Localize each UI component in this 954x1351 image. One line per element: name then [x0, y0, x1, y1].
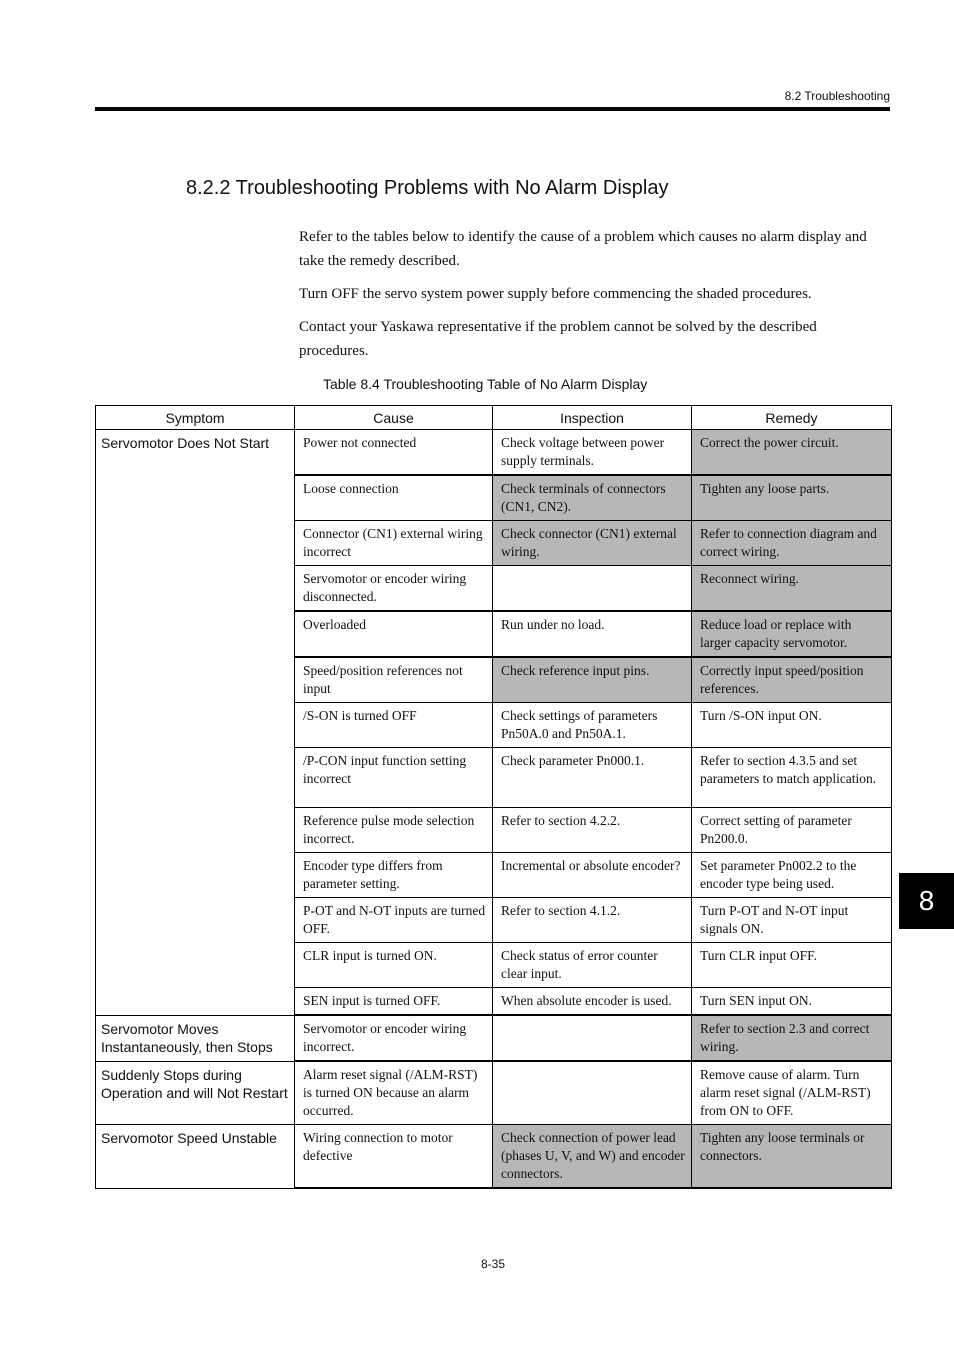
column-header-inspection: Inspection	[493, 406, 692, 430]
table-header-row	[96, 406, 892, 430]
inspection-cell: Run under no load.	[493, 611, 692, 657]
cause-cell: Wiring connection to motor defective	[295, 1125, 493, 1189]
column-header-remedy: Remedy	[692, 406, 892, 430]
running-header: 8.2 Troubleshooting	[784, 89, 890, 103]
intro-text	[299, 225, 889, 372]
inspection-cell: Refer to section 4.2.2.	[493, 808, 692, 853]
remedy-cell: Correctly input speed/position references.	[692, 657, 892, 703]
section-title: 8.2.2 Troubleshooting Problems with No Alarm Display	[186, 177, 669, 199]
table-row	[96, 1125, 892, 1189]
inspection-cell: When absolute encoder is used.	[493, 988, 692, 1016]
remedy-cell: Reduce load or replace with larger capacity servomotor.	[692, 611, 892, 657]
header-rule	[95, 107, 890, 111]
table-row	[96, 430, 892, 476]
inspection-cell: Check terminals of connectors (CN1, CN2).	[493, 475, 692, 521]
cause-cell: Overloaded	[295, 611, 493, 657]
remedy-cell: Refer to section 2.3 and correct wiring.	[692, 1015, 892, 1061]
inspection-cell: Check reference input pins.	[493, 657, 692, 703]
remedy-cell: Tighten any loose parts.	[692, 475, 892, 521]
remedy-cell: Refer to section 4.3.5 and set parameters to match application.	[692, 748, 892, 808]
inspection-cell: Check parameter Pn000.1.	[493, 748, 692, 808]
inspection-cell: Incremental or absolute encoder?	[493, 853, 692, 898]
inspection-cell: Refer to section 4.1.2.	[493, 898, 692, 943]
remedy-cell: Turn /S-ON input ON.	[692, 703, 892, 748]
cause-cell: Power not connected	[295, 430, 493, 476]
cause-cell: SEN input is turned OFF.	[295, 988, 493, 1016]
inspection-cell	[493, 1061, 692, 1125]
remedy-cell: Turn P-OT and N-OT input signals ON.	[692, 898, 892, 943]
remedy-cell: Turn SEN input ON.	[692, 988, 892, 1016]
symptom-cell: Servomotor Does Not Start	[96, 430, 295, 1016]
table-caption: Table 8.4 Troubleshooting Table of No Alarm Display	[323, 376, 648, 392]
table-row	[96, 1015, 892, 1061]
cause-cell: Speed/position references not input	[295, 657, 493, 703]
inspection-cell	[493, 1015, 692, 1061]
inspection-cell: Check status of error counter clear input.	[493, 943, 692, 988]
intro-paragraph-3: Contact your Yaskawa representative if the problem cannot be solved by the described procedures.	[299, 319, 817, 359]
remedy-cell: Turn CLR input OFF.	[692, 943, 892, 988]
troubleshooting-table	[95, 405, 892, 1189]
column-header-symptom: Symptom	[96, 406, 295, 430]
cause-cell: CLR input is turned ON.	[295, 943, 493, 988]
inspection-cell: Check settings of parameters Pn50A.0 and Pn50A.1.	[493, 703, 692, 748]
symptom-cell: Servomotor Moves Instantaneously, then Stops	[96, 1015, 295, 1061]
cause-cell: Servomotor or encoder wiring disconnected.	[295, 566, 493, 612]
remedy-cell: Reconnect wiring.	[692, 566, 892, 612]
symptom-cell: Servomotor Speed Unstable	[96, 1125, 295, 1189]
cause-cell: Connector (CN1) external wiring incorrect	[295, 521, 493, 566]
table-body	[96, 430, 892, 1189]
remedy-cell: Remove cause of alarm. Turn alarm reset signal (/ALM-RST) from ON to OFF.	[692, 1061, 892, 1125]
column-header-cause: Cause	[295, 406, 493, 430]
cause-cell: Reference pulse mode selection incorrect.	[295, 808, 493, 853]
remedy-cell: Refer to connection diagram and correct wiring.	[692, 521, 892, 566]
page-number: 8-35	[480, 1257, 506, 1271]
chapter-tab: 8	[899, 873, 954, 929]
cause-cell: /P-CON input function setting incorrect	[295, 748, 493, 808]
cause-cell: Servomotor or encoder wiring incorrect.	[295, 1015, 493, 1061]
cause-cell: Encoder type differs from parameter setting.	[295, 853, 493, 898]
intro-paragraph-1: Refer to the tables below to identify the cause of a problem which causes no alarm display and take the remedy described.	[299, 229, 867, 269]
inspection-cell: Check voltage between power supply terminals.	[493, 430, 692, 476]
inspection-cell	[493, 566, 692, 612]
symptom-cell: Suddenly Stops during Operation and will Not Restart	[96, 1061, 295, 1125]
table-row	[96, 1061, 892, 1125]
intro-paragraph-2: Turn OFF the servo system power supply before commencing the shaded procedures.	[299, 286, 812, 302]
cause-cell: Alarm reset signal (/ALM-RST) is turned ON because an alarm occurred.	[295, 1061, 493, 1125]
cause-cell: P-OT and N-OT inputs are turned OFF.	[295, 898, 493, 943]
inspection-cell: Check connection of power lead (phases U, V, and W) and encoder connectors.	[493, 1125, 692, 1189]
remedy-cell: Tighten any loose terminals or connectors.	[692, 1125, 892, 1189]
inspection-cell: Check connector (CN1) external wiring.	[493, 521, 692, 566]
cause-cell: Loose connection	[295, 475, 493, 521]
remedy-cell: Correct the power circuit.	[692, 430, 892, 476]
remedy-cell: Correct setting of parameter Pn200.0.	[692, 808, 892, 853]
cause-cell: /S-ON is turned OFF	[295, 703, 493, 748]
remedy-cell: Set parameter Pn002.2 to the encoder type being used.	[692, 853, 892, 898]
